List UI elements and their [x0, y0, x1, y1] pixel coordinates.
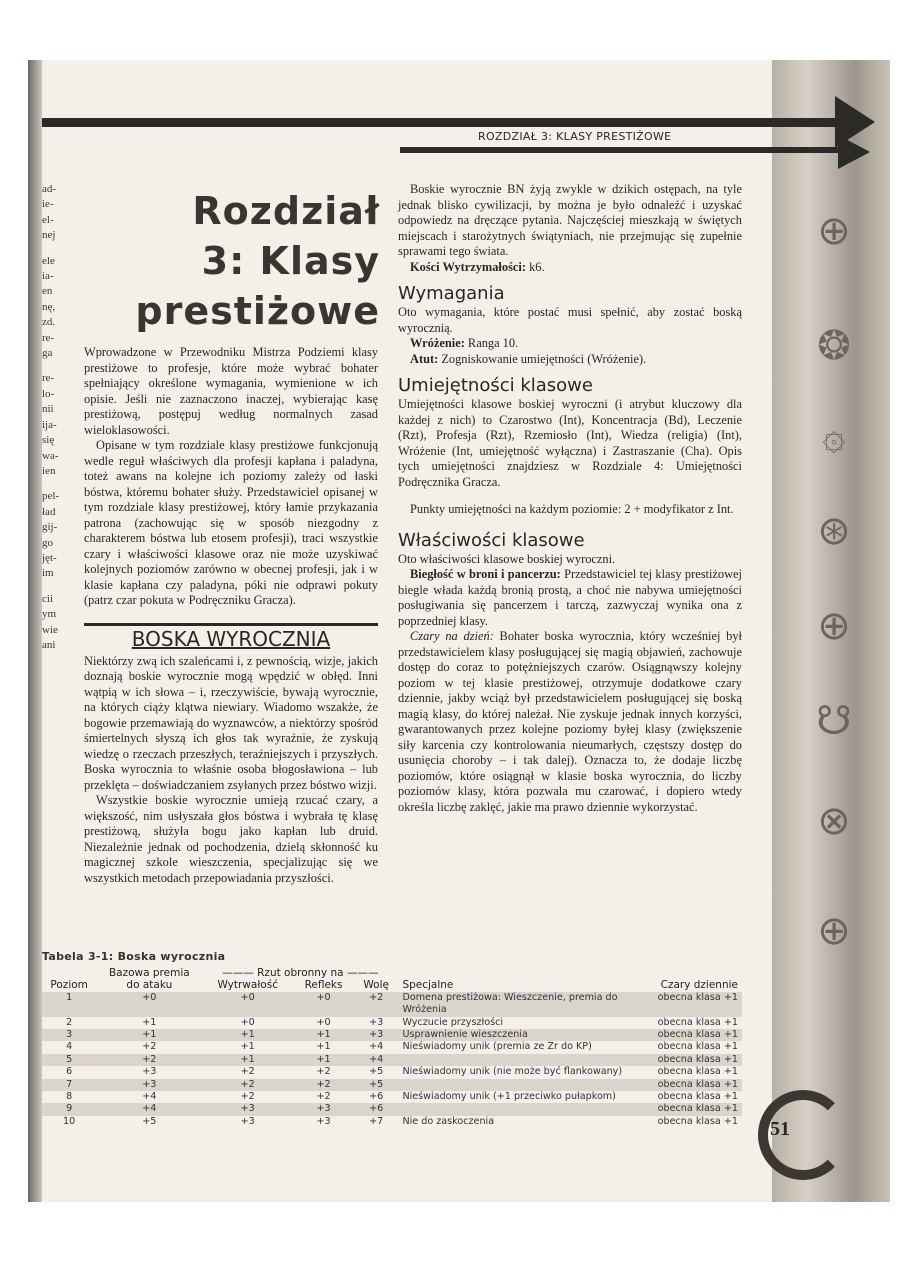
subheading: Właściwości klasowe — [398, 529, 585, 551]
subheading: Umiejętności klasowe — [398, 375, 593, 396]
margin-fragment: ie- — [42, 198, 54, 211]
table-cell: +5 — [142, 1115, 157, 1127]
table-cell: +0 — [240, 1016, 255, 1028]
margin-fragment: ija- — [42, 418, 57, 431]
header-bar — [42, 118, 842, 127]
table-cell: +3 — [316, 1115, 331, 1127]
table-cell: Wyczucie przyszłości — [402, 1016, 504, 1028]
margin-fragment: go — [42, 536, 53, 549]
table-cell: obecna klasa +1 — [636, 1079, 742, 1091]
table-cell: +5 — [354, 1079, 399, 1091]
margin-fragment: wie — [42, 623, 58, 636]
margin-fragment: en — [42, 285, 53, 298]
chapter-title-line: Rozdział — [192, 189, 380, 233]
table-row — [42, 1041, 742, 1053]
table-row — [42, 992, 742, 1017]
table-cell: +5 — [369, 1066, 384, 1078]
paragraph: Niektórzy zwą ich szaleńcami i, z pewnością, wizje, jakich doznają boskie wyrocznie mogą wpędzić w obłęd. Inni wątpią w ich słowa – i, rzeczywiście, bywają wyrocznie, na których ciąży klątwa niewiary. Wiadomo wszakże, że bogowie przemawiają do wyznawców, a niektórzy spośród śmiertelnych słyszą ich głos tak wyraźnie, że zyskują wiedzę o rzeczach przeszłych, teraźniejszych i przyszłych. Boska wyrocznia to właśnie osoba błogosławiona – lub przeklęta – doświadczaniem zsyłanych przez bóstwo wizji. — [84, 653, 378, 792]
value: k6. — [525, 259, 545, 274]
table-cell: Nie do zaskoczenia — [402, 1115, 495, 1127]
table-cell: +0 — [316, 1016, 331, 1028]
column-header — [42, 967, 96, 979]
paragraph: Oto wymagania, które postać musi spełnić, aby zostać boską wyrocznią. — [398, 305, 742, 335]
table-cell: +3 — [369, 1016, 384, 1028]
header-bar — [400, 147, 840, 153]
margin-fragment: re- — [42, 331, 55, 344]
margin-fragment: wa- — [42, 449, 59, 462]
table-cell: obecna klasa +1 — [657, 1041, 738, 1053]
margin-fragment: ien — [42, 464, 56, 477]
label: Czary na dzień: — [410, 629, 494, 643]
table-cell: +4 — [142, 1091, 157, 1103]
left-column — [84, 345, 378, 886]
table-cell: +1 — [293, 1054, 354, 1066]
table-row — [42, 1017, 742, 1029]
table-cell: +6 — [354, 1103, 399, 1115]
table-cell — [398, 1079, 636, 1091]
table-cell: +4 — [354, 1054, 399, 1066]
table-cell: 6 — [66, 1066, 73, 1078]
table-row — [42, 1079, 742, 1091]
table-cell: Usprawnienie wieszczenia — [398, 1029, 636, 1041]
table-cell: +1 — [202, 1029, 293, 1041]
table-cell: +2 — [240, 1091, 255, 1103]
margin-fragment: nę, — [42, 300, 56, 313]
margin-fragment — [42, 361, 72, 371]
margin-fragment: im — [42, 567, 54, 580]
paragraph: Wprowadzone w Przewodniku Mistrza Podziemi klasy prestiżowe to profesje, które może wybrać bohater spełniający określone wymagania, wymienione w ich opisie. Jeśli nie zaznaczono inaczej, wybierając kasę prestiżową, postępuj według normalnych zasad wieloklasowości. — [84, 345, 378, 437]
table-cell: +2 — [142, 1041, 157, 1053]
margin-fragment — [42, 244, 72, 254]
table-cell: +1 — [202, 1054, 293, 1066]
table-cell: +0 — [96, 992, 202, 1017]
group-header: ——— Rzut obronny na ——— — [222, 967, 379, 979]
table-cell: 4 — [66, 1041, 73, 1053]
table-cell: +3 — [202, 1103, 293, 1115]
table-row — [42, 1091, 742, 1103]
table-caption: Tabela 3-1: Boska wyrocznia — [42, 950, 226, 963]
rune-icon: ⊛ — [817, 508, 851, 554]
table-row — [42, 1116, 742, 1128]
margin-fragment — [42, 582, 72, 592]
table-cell: +2 — [354, 992, 399, 1017]
label: Atut: — [410, 351, 439, 366]
margin-fragment: nej — [42, 229, 56, 242]
table-cell: +2 — [316, 1066, 331, 1078]
label: Kości Wytrzymałości: — [410, 259, 526, 274]
column-header: do ataku — [126, 979, 173, 992]
table-cell: Nieświadomy unik (nie może być flankowany) — [402, 1066, 623, 1078]
arrow-icon — [838, 135, 870, 169]
right-column — [398, 182, 742, 815]
table-cell: +1 — [240, 1041, 255, 1053]
paragraph: Wszystkie boskie wyrocznie umieją rzucać czary, a większość, nim usłyszała głos bóstwa i wybrała tę klasę prestiżową, służyła bogu jako kapłan lub druid. Niezależnie jednak od pochodzenia, dzielą skłonność ku magicznej szkole wieszczenia, specjalizując się we wszystkich metodach przepowiadania przyszłości. — [84, 793, 378, 885]
margin-fragment: gij- — [42, 521, 58, 534]
chapter-title-line: 3: Klasy — [201, 239, 380, 283]
margin-fragment — [42, 479, 72, 489]
table-cell: +0 — [202, 992, 293, 1017]
table-cell: +2 — [202, 1079, 293, 1091]
table-cell: +1 — [293, 1029, 354, 1041]
column-header: Wolę — [363, 979, 389, 992]
table-cell: Nieświadomy unik (premia ze Zr do KP) — [402, 1041, 592, 1053]
table-cell: +0 — [293, 992, 354, 1017]
margin-fragment: ym — [42, 608, 57, 621]
class-table — [42, 950, 742, 1128]
table-cell: +1 — [316, 1041, 331, 1053]
table-cell: +3 — [240, 1115, 255, 1127]
margin-fragment: zd. — [42, 316, 56, 329]
table-cell: +2 — [316, 1091, 331, 1103]
value: Bohater boska wyrocznia, który wcześniej był przedstawicielem klasy posługującej się magią objawień, zachowuje dostęp do coraz to potężniejszych czarów. Osiągnąwszy kolejny poziom w tej klasie prestiżowej, otrzymuje dodatkowe czary dziennie, jakby wciąż był przedstawicielem posługującej się boską magią klasy, do której należał. Nie zyskuje jednak innych korzyści, gwarantowanych przez kolejne poziomy byłej klasy (zwiększenie siły karcenia czy kontrolowania nieumarłych, częstszy dostęp do usunięcia choroby – i tak dalej). Oznacza to, że dodaje liczbę poziomów, które osiągnął w klasie boska wyrocznia, do liczby poziomów klasy, która pozwala mu czarować, i dopiero wtedy określa liczbę zaklęć, jakie ma prawo dziennie wykorzystać. — [398, 629, 742, 814]
table-cell: Domena prestiżowa: Wieszczenie, premia do Wróżenia — [398, 992, 636, 1017]
value: Przedstawiciel tej klasy prestiżowej biegle włada każdą bronią prostą, a choć nie nabywa umiejętności posługiwania się pancerzem i tarczą, zazwyczaj wynika ona z poprzedniej klasy. — [398, 567, 742, 628]
table-cell: 8 — [66, 1091, 73, 1103]
table-cell: +3 — [293, 1103, 354, 1115]
column-header: Poziom — [50, 979, 88, 992]
rune-icon: ⊗ — [817, 798, 851, 844]
table-row — [42, 1066, 742, 1078]
previous-page-fragments — [42, 182, 72, 653]
rune-icon: ⊕ — [817, 908, 851, 954]
table-cell: obecna klasa +1 — [636, 1103, 742, 1115]
rune-icon: ❂ — [817, 323, 851, 369]
margin-fragment: pel- — [42, 490, 60, 503]
table-cell: 2 — [66, 1016, 73, 1028]
table-cell: 9 — [42, 1103, 96, 1115]
table-cell: 7 — [42, 1079, 96, 1091]
page-number: 51 — [770, 1118, 790, 1140]
margin-fragment: jęt- — [42, 551, 57, 564]
table-cell: 3 — [42, 1029, 96, 1041]
margin-fragment: się — [42, 434, 55, 447]
section-title: BOSKA WYROCZNIA — [84, 623, 378, 650]
table-cell: +3 — [142, 1066, 157, 1078]
table-cell: obecna klasa +1 — [636, 1054, 742, 1066]
margin-fragment: el- — [42, 213, 54, 226]
table-row — [42, 1103, 742, 1115]
table-cell: +3 — [354, 1029, 399, 1041]
table-cell: 1 — [42, 992, 96, 1017]
table-cell: obecna klasa +1 — [657, 1066, 738, 1078]
table-cell — [398, 1054, 636, 1066]
margin-fragment: cii — [42, 592, 53, 605]
table-cell: +7 — [369, 1115, 384, 1127]
table-cell: obecna klasa +1 — [636, 1029, 742, 1041]
margin-fragment: ga — [42, 347, 53, 360]
margin-fragment: nii — [42, 403, 54, 416]
table-cell: +2 — [293, 1079, 354, 1091]
table-cell: obecna klasa +1 — [657, 1091, 738, 1103]
margin-fragment: ani — [42, 638, 56, 651]
margin-fragment: re- — [42, 372, 55, 385]
table-cell: obecna klasa +1 — [657, 1016, 738, 1028]
table-cell: +3 — [96, 1079, 202, 1091]
column-header: Refleks — [304, 979, 343, 992]
margin-fragment: ad- — [42, 183, 57, 195]
paragraph: Oto właściwości klasowe boskiej wyroczni. — [398, 551, 616, 566]
margin-fragment: ele — [42, 254, 55, 267]
table-cell: 5 — [42, 1054, 96, 1066]
table-cell: Nieświadomy unik (+1 przeciwko pułapkom) — [402, 1091, 616, 1103]
paragraph: Umiejętności klasowe boskiej wyroczni (i atrybut kluczowy dla każdej z nich) to Czarostwo (Int), Koncentracja (Bd), Leczenie (Rzt), Profesja (Rzt), Rzemiosło (Int), Wiedza (religia) (Int), Wróżenie (Int, umiejętność wyłączna) i Zastraszanie (Cha). Opis tych umiejętności znajdziesz w Rozdziale 4: Umiejętności Podręcznika Gracza. — [398, 397, 742, 489]
table-row — [42, 1054, 742, 1066]
table-cell: +4 — [96, 1103, 202, 1115]
running-head: ROZDZIAŁ 3: KLASY PRESTIŻOWE — [478, 130, 672, 143]
rune-icon: ⊕ — [817, 208, 851, 254]
column-header: Bazowa premia — [108, 967, 190, 979]
margin-fragment: lo- — [42, 387, 55, 400]
table-cell: +2 — [240, 1066, 255, 1078]
paragraph: Opisane w tym rozdziale klasy prestiżowe funkcjonują wedle reguł właściwych dla profesji kapłana i paladyna, toteż awans na kolejne ich poziomy zależy od łaski bóstwa, któremu bohater służy. Przedstawiciel opisanej w tym rozdziale klasy prestiżowej, który łamie przykazania patrona (zachowując się w sposób niezgodny z charakterem bóstwa lub etosem profesji), traci wszystkie czary i właściwości klasowe oraz nie może uzyskiwać kolejnych poziomów zarówno w obecnej profesji, jak i w klasie kapłana czy paladyna, póki nie odprawi pokuty (patrz czar pokuta w Podręczniku Gracza). — [84, 438, 378, 607]
page-gutter — [28, 60, 42, 1202]
rune-icon: ⊕ — [817, 603, 851, 649]
subheading: Wymagania — [398, 283, 505, 304]
margin-fragment: ia- — [42, 270, 54, 283]
table-cell: +1 — [142, 1016, 157, 1028]
rune-icon: ☋ — [816, 698, 852, 744]
column-header: Czary dziennie — [660, 979, 738, 992]
table-cell — [398, 1103, 636, 1115]
margin-fragment: ład — [42, 505, 56, 518]
value: Ranga 10. — [464, 336, 519, 350]
table-cell: obecna klasa +1 — [636, 992, 742, 1017]
table-cell: +6 — [369, 1091, 384, 1103]
chapter-title — [84, 186, 380, 336]
table-cell: +2 — [96, 1054, 202, 1066]
column-header: Wytrwałość — [217, 979, 278, 992]
table-cell: +1 — [96, 1029, 202, 1041]
label: Biegłość w broni i pancerzu: — [410, 567, 561, 581]
table-cell: +4 — [369, 1041, 384, 1053]
column-header: Specjalne — [402, 979, 454, 992]
chapter-title-line: prestiżowe — [135, 289, 380, 333]
paragraph: Punkty umiejętności na każdym poziomie: 2 + modyfikator z Int. — [410, 502, 734, 516]
value: Zogniskowanie umiejętności (Wróżenie). — [438, 351, 647, 366]
paragraph: Boskie wyrocznie BN żyją zwykle w dzikich ostępach, na tyle jednak blisko cywilizacji, by można je było odnaleźć i uzyskać odpowiedz na dręczące pytania. Najczęściej mieszkają w świętych miejscach i starożytnych świątyniach, nie przejmując się zupełnie sprawami tego świata. — [398, 182, 742, 258]
rune-icon: ۞ — [822, 413, 846, 459]
table-cell: obecna klasa +1 — [657, 1115, 738, 1127]
table-row — [42, 1029, 742, 1041]
table-cell: 10 — [63, 1115, 76, 1127]
label: Wróżenie: — [410, 336, 465, 350]
